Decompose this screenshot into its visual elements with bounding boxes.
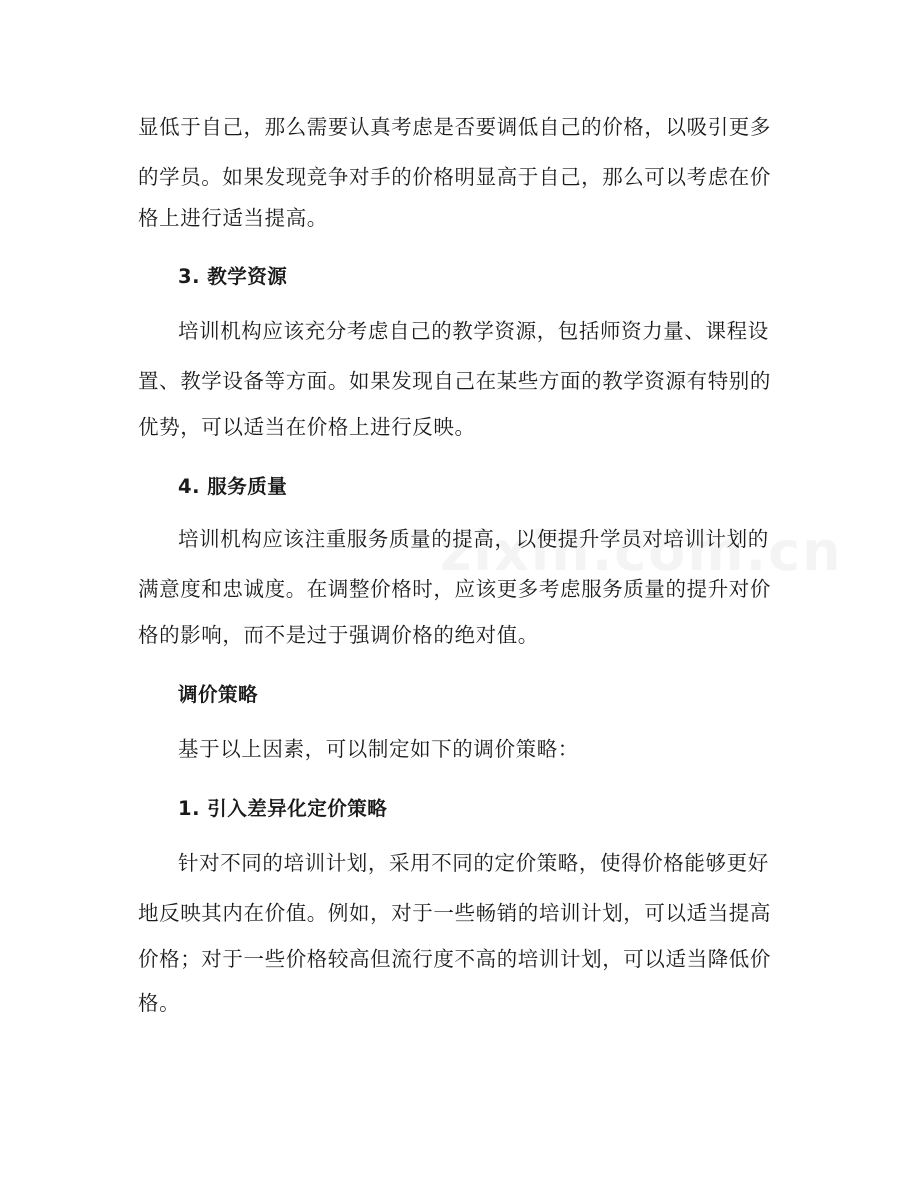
section-4-line-2: 满意度和忠诚度。在调整价格时，应该更多考虑服务质量的提升对价 [138,577,771,601]
section-4-line-1: 培训机构应该注重服务质量的提高，以便提升学员对培训计划的 [178,527,769,551]
section-4-heading: 4. 服务质量 [178,475,288,498]
section-3-heading: 3. 教学资源 [178,265,288,288]
strategy-1-heading: 1. 引入差异化定价策略 [178,797,388,820]
strategy-1-line-3: 价格；对于一些价格较高但流行度不高的培训计划，可以适当降低价 [138,947,771,971]
strategy-1-line-1: 针对不同的培训计划，采用不同的定价策略，使得价格能够更好 [178,851,769,875]
strategy-1-line-2: 地反映其内在价值。例如，对于一些畅销的培训计划，可以适当提高 [138,901,771,925]
intro-line-3: 格上进行适当提高。 [138,206,328,230]
intro-line-1: 显低于自己，那么需要认真考虑是否要调低自己的价格，以吸引更多 [138,115,771,139]
section-3-line-2: 置、教学设备等方面。如果发现自己在某些方面的教学资源有特别的 [138,369,771,393]
strategy-heading: 调价策略 [178,683,259,706]
section-3-line-3: 优势，可以适当在价格上进行反映。 [138,415,476,439]
section-4-line-3: 格的影响，而不是过于强调价格的绝对值。 [138,623,539,647]
strategy-1-line-4: 格。 [138,991,181,1015]
section-3-line-1: 培训机构应该充分考虑自己的教学资源，包括师资力量、课程设 [178,319,769,343]
strategy-intro: 基于以上因素，可以制定如下的调价策略： [178,737,579,761]
intro-line-2: 的学员。如果发现竞争对手的价格明显高于自己，那么可以考虑在价 [138,165,771,189]
